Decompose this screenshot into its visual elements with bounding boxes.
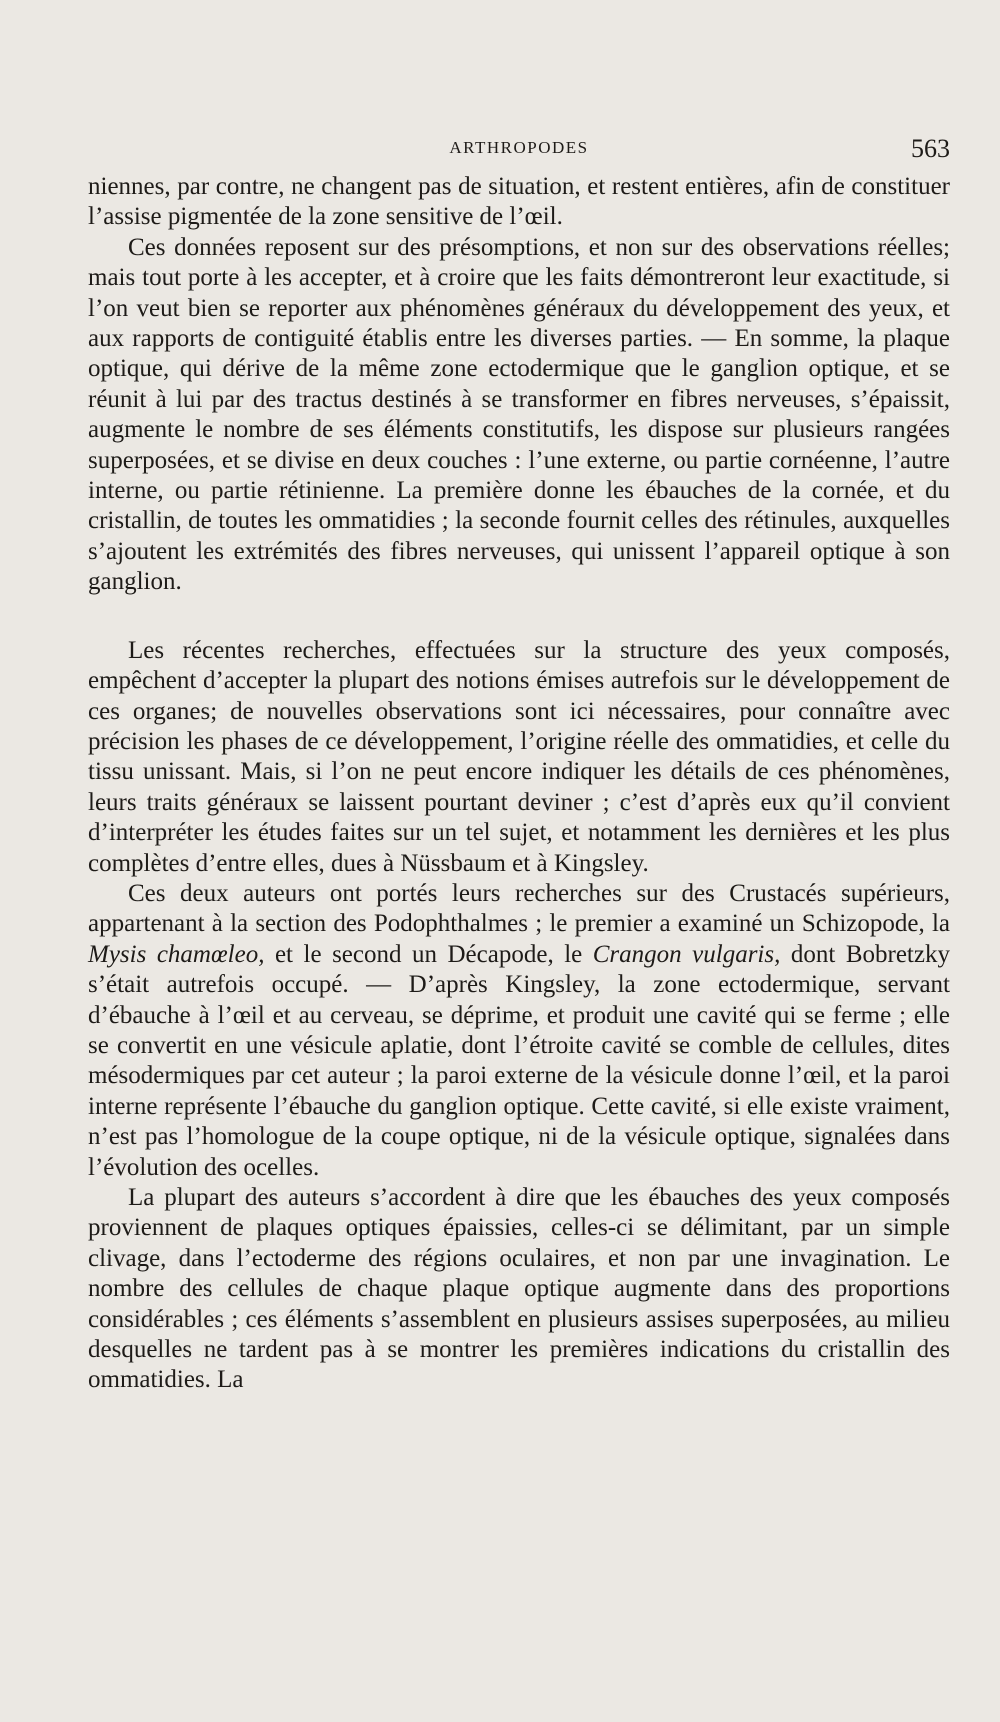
page-number: 563: [911, 134, 950, 163]
species-name-crangon: Crangon vulgaris,: [592, 940, 781, 968]
running-head: ARTHROPODES: [449, 138, 589, 157]
paragraph-4: [88, 879, 950, 1183]
page-header: [88, 134, 950, 164]
paragraph-3: Les récentes recherches, effectuées sur la structure des yeux composés, empêchent d’accepter la plupart des notions émises autrefois sur le développement de ces organes; de nouvelles observations sont ici nécessaires, pour connaître avec précision les phases de ce développement, l’origine réelle des ommatidies, et celle du tissu unissant. Mais, si l’on ne peut encore indiquer les détails de ces phénomènes, leurs traits généraux se laissent pourtant deviner ; c’est d’après eux qu’il convient d’interpréter les études faites sur un tel sujet, et notamment les dernières et les plus complètes d’entre elles, dues à Nüssbaum et à Kingsley.: [88, 636, 950, 877]
paragraph-4-text-b: et le second un Décapode, le: [264, 940, 593, 968]
body-text: [88, 172, 950, 1396]
paragraph-1: niennes, par contre, ne changent pas de situation, et restent entières, afin de constituer l’assise pigmentée de la zone sensitive de l’œil.: [88, 173, 950, 231]
paragraph-2: Ces données reposent sur des présomptions, et non sur des observations réelles; mais tout porte à les accepter, et à croire que les faits démontreront leur exactitude, si l’on veut bien se reporter aux phénomènes généraux du développement des yeux, et aux rapports de contiguité établis entre les diverses parties. — En somme, la plaque optique, qui dérive de la même zone ectodermique que le ganglion optique, et se réunit à lui par des tractus destinés à se transformer en fibres nerveuses, s’épaissit, augmente le nombre de ses éléments constitutifs, les dispose sur plusieurs rangées superposées, et se divise en deux couches : l’une externe, ou partie cornéenne, l’autre interne, ou partie rétinienne. La première donne les ébauches de la cornée, et du cristallin, de toutes les ommatidies ; la seconde fournit celles des rétinules, auxquelles s’ajoutent les extrémités des fibres nerveuses, qui unissent l’appareil optique à son ganglion.: [88, 233, 950, 596]
paragraph-5: La plupart des auteurs s’accordent à dire que les ébauches des yeux composés proviennent de plaques optiques épaissies, celles-ci se délimitant, par un simple clivage, dans l’ectoderme des régions oculaires, et non par une invagination. Le nombre des cellules de chaque plaque optique augmente dans des proportions considérables ; ces éléments s’assemblent en plusieurs assises superposées, au milieu desquelles ne tardent pas à se montrer les premières indications du cristallin des ommatidies. La: [88, 1184, 950, 1394]
species-name-mysis: Mysis chamœleo,: [88, 940, 265, 968]
paragraph-4-text-a: Ces deux auteurs ont portés leurs recherches sur des Crustacés supérieurs, appartenant à la section des Podophthalmes ; le premier a examiné un Schizopode, la: [88, 879, 950, 938]
paragraph-4-text-c: dont Bobretzky s’était autrefois occupé. — D’après Kingsley, la zone ectodermique, servant d’ébauche à l’œil et au cerveau, se déprime, et produit une cavité qui se ferme ; elle se convertit en une vésicule aplatie, dont l’étroite cavité se comble de cellules, dites mésodermiques par cet auteur ; la paroi externe de la vésicule donne l’œil, et la paroi interne représente l’ébauche du ganglion optique. Cette cavité, si elle existe vraiment, n’est pas l’homologue de la coupe optique, ni de la vésicule optique, signalées dans l’évolution des ocelles.: [88, 940, 950, 1181]
